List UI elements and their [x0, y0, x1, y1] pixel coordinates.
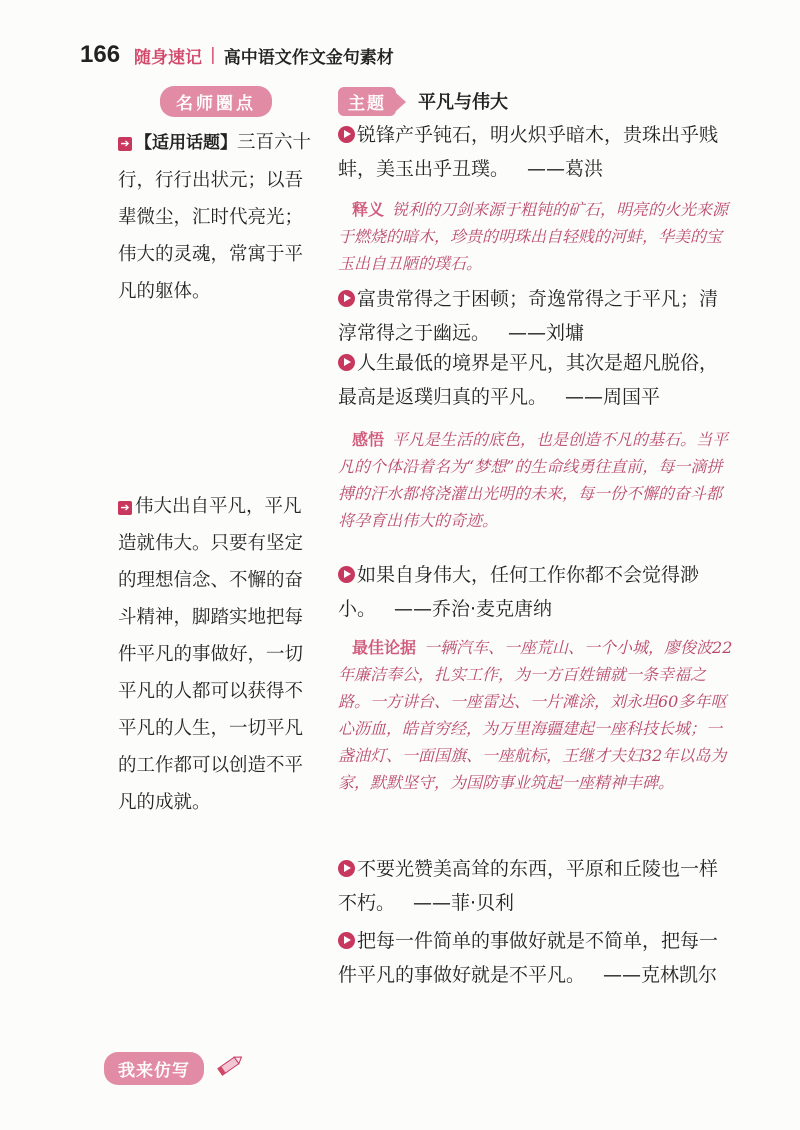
- note-label: 释义: [352, 200, 385, 219]
- quote-author: ——乔治·麦克唐纳: [394, 598, 553, 620]
- theme-heading: [338, 86, 738, 116]
- header-separator: |: [210, 45, 216, 65]
- note-text: 一辆汽车、一座荒山、一个小城，廖俊波22年廉洁奉公，扎实工作，为一方百姓铺就一条幸福之路。一方讲台、一座雷达、一片滩涂，刘永坦60多年呕心沥血，皓首穷经，为万里海疆建起一座科技长城；一盏油灯、一面国旗、一座航标，王继才夫妇32年以岛为家，默默坚守，为国防事业筑起一座精神丰碑。: [338, 638, 733, 792]
- quote-text: 如果自身伟大，任何工作你都不会觉得渺小。: [338, 564, 700, 620]
- annotation-note: [338, 196, 733, 277]
- summary-text: 伟大出自平凡，平凡造就伟大。只要有坚定的理想信念、不懈的奋斗精神，脚踏实地把每件平凡的事做好，一切平凡的人都可以获得不平凡的人生，一切平凡的工作都可以创造不平凡的成就。: [118, 496, 304, 813]
- play-bullet-icon: [338, 860, 355, 877]
- teacher-notes-pill: 名师圈点: [160, 86, 272, 117]
- quote-text: 把每一件简单的事做好就是不简单，把每一件平凡的事做好就是不平凡。: [338, 930, 719, 986]
- note-label: 最佳论据: [352, 638, 417, 657]
- quote-item: [338, 346, 733, 414]
- page-number: 166: [80, 41, 121, 68]
- quote-author: ——刘墉: [508, 322, 585, 344]
- left-margin-notes: [118, 86, 318, 813]
- quote-text: 富贵常得之于困顿；奇逸常得之于平凡；清淳常得之于幽远。: [338, 288, 719, 344]
- arrow-right-icon: ➔: [118, 501, 132, 515]
- annotation-note: [338, 426, 733, 534]
- quote-author: ——菲·贝利: [413, 892, 515, 914]
- page-header: [80, 40, 394, 70]
- pencil-icon: [214, 1052, 246, 1078]
- play-bullet-icon: [338, 932, 355, 949]
- quote-item: [338, 282, 733, 350]
- book-title: 高中语文作文金句素材: [223, 47, 394, 68]
- play-bullet-icon: [338, 354, 355, 371]
- quote-text: 锐锋产乎钝石，明火炽乎暗木，贵珠出乎贱蚌，美玉出乎丑璞。: [338, 124, 719, 180]
- arrow-right-icon: ➔: [118, 137, 132, 151]
- quote-item: [338, 558, 733, 626]
- margin-note-summary: [118, 488, 318, 821]
- quote-author: ——葛洪: [527, 158, 604, 180]
- quote-item: [338, 852, 733, 920]
- note-text: 平凡是生活的底色，也是创造不凡的基石。当平凡的个体沿着名为“梦想”的生命线勇往直前，每一滴拼搏的汗水都将浇灌出光明的未来，每一份不懈的奋斗都将孕育出伟大的奇迹。: [338, 430, 729, 530]
- theme-title: 平凡与伟大: [418, 92, 508, 113]
- topic-text: 三百六十行，行行出状元；以吾辈微尘，汇时代亮光；伟大的灵魂，常寓于平凡的躯体。: [118, 132, 312, 302]
- main-content: [338, 86, 738, 986]
- quote-author: ——克林凯尔: [603, 964, 718, 986]
- quote-text: 不要光赞美高耸的东西，平原和丘陵也一样不朽。: [338, 858, 719, 914]
- quote-author: ——周国平: [565, 386, 661, 408]
- quote-item: [338, 118, 733, 186]
- imitation-writing-tab[interactable]: 我来仿写: [104, 1052, 204, 1085]
- play-bullet-icon: [338, 566, 355, 583]
- quote-item: [338, 924, 733, 992]
- note-text: 锐利的刀剑来源于粗钝的矿石，明亮的火光来源于燃烧的暗木，珍贵的明珠出自轻贱的河蚌，华美的宝玉出自丑陋的璞石。: [338, 200, 729, 273]
- quote-text: 人生最低的境界是平凡，其次是超凡脱俗，最高是返璞归真的平凡。: [338, 352, 719, 408]
- note-label: 感悟: [352, 430, 385, 449]
- topic-label: 【适用话题】: [135, 133, 237, 153]
- series-name: 随身速记: [134, 47, 203, 68]
- margin-note-topics: [118, 124, 318, 310]
- theme-tag: 主题: [338, 87, 396, 116]
- annotation-note: [338, 634, 733, 796]
- play-bullet-icon: [338, 126, 355, 143]
- play-bullet-icon: [338, 290, 355, 307]
